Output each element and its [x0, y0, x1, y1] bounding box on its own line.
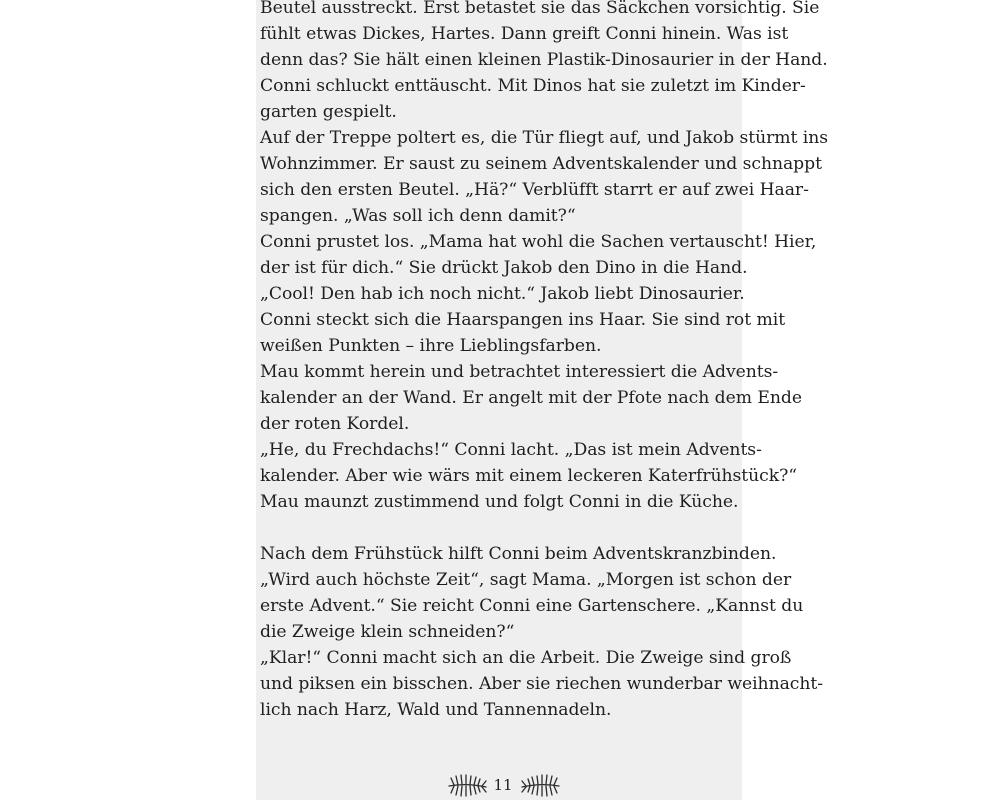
text-line: Conni prustet los. „Mama hat wohl die Sachen vertauscht! Hier,	[260, 232, 817, 252]
text-line: Beutel ausstreckt. Erst betastet sie das Säckchen vorsichtig. Sie	[260, 0, 820, 18]
page-number: 11	[493, 776, 513, 794]
page-footer	[446, 770, 554, 800]
text-line: der roten Kordel.	[260, 414, 410, 434]
text-line: kalender an der Wand. Er angelt mit der Pfote nach dem Ende	[260, 388, 802, 408]
page-text	[260, 0, 829, 723]
text-line: der ist für dich.“ Sie drückt Jakob den Dino in die Hand.	[260, 258, 748, 278]
text-line: die Zweige klein schneiden?“	[260, 622, 515, 642]
text-line: erste Advent.“ Sie reicht Conni eine Gartenschere. „Kannst du	[260, 596, 804, 616]
fir-branch-icon	[518, 770, 562, 800]
text-line: Mau maunzt zustimmend und folgt Conni in die Küche.	[260, 492, 739, 512]
text-line: denn das? Sie hält einen kleinen Plastik-Dinosaurier in der Hand.	[260, 50, 828, 70]
text-line: „He, du Frechdachs!“ Conni lacht. „Das ist mein Advents-	[260, 440, 762, 460]
text-line: „Cool! Den hab ich noch nicht.“ Jakob liebt Dinosaurier.	[260, 284, 745, 304]
text-line: weißen Punkten – ihre Lieblingsfarben.	[260, 336, 602, 356]
text-line: sich den ersten Beutel. „Hä?“ Verblüfft starrt er auf zwei Haar-	[260, 180, 809, 200]
text-line: „Wird auch höchste Zeit“, sagt Mama. „Morgen ist schon der	[260, 570, 792, 590]
text-line: Conni steckt sich die Haarspangen ins Haar. Sie sind rot mit	[260, 310, 786, 330]
text-line: und piksen ein bisschen. Aber sie riechen wunderbar weihnacht-	[260, 674, 823, 694]
text-line: garten gespielt.	[260, 102, 397, 122]
fir-branch-icon	[446, 770, 490, 800]
text-line: Auf der Treppe poltert es, die Tür fliegt auf, und Jakob stürmt ins	[260, 128, 829, 148]
text-line: „Klar!“ Conni macht sich an die Arbeit. Die Zweige sind groß	[260, 648, 792, 668]
paragraph-gap	[260, 515, 750, 541]
text-line: Mau kommt herein und betrachtet interessiert die Advents-	[260, 362, 779, 382]
text-line: Wohnzimmer. Er saust zu seinem Adventskalender und schnappt	[260, 154, 822, 174]
text-line: spangen. „Was soll ich denn damit?“	[260, 206, 576, 226]
text-line: fühlt etwas Dickes, Hartes. Dann greift Conni hinein. Was ist	[260, 24, 789, 44]
text-line: Nach dem Frühstück hilft Conni beim Adventskranzbinden.	[260, 544, 777, 564]
text-line: Conni schluckt enttäuscht. Mit Dinos hat sie zuletzt im Kinder-	[260, 76, 806, 96]
text-line: kalender. Aber wie wärs mit einem leckeren Katerfrühstück?“	[260, 466, 798, 486]
book-page	[256, 0, 829, 800]
text-line: lich nach Harz, Wald und Tannennadeln.	[260, 700, 612, 720]
